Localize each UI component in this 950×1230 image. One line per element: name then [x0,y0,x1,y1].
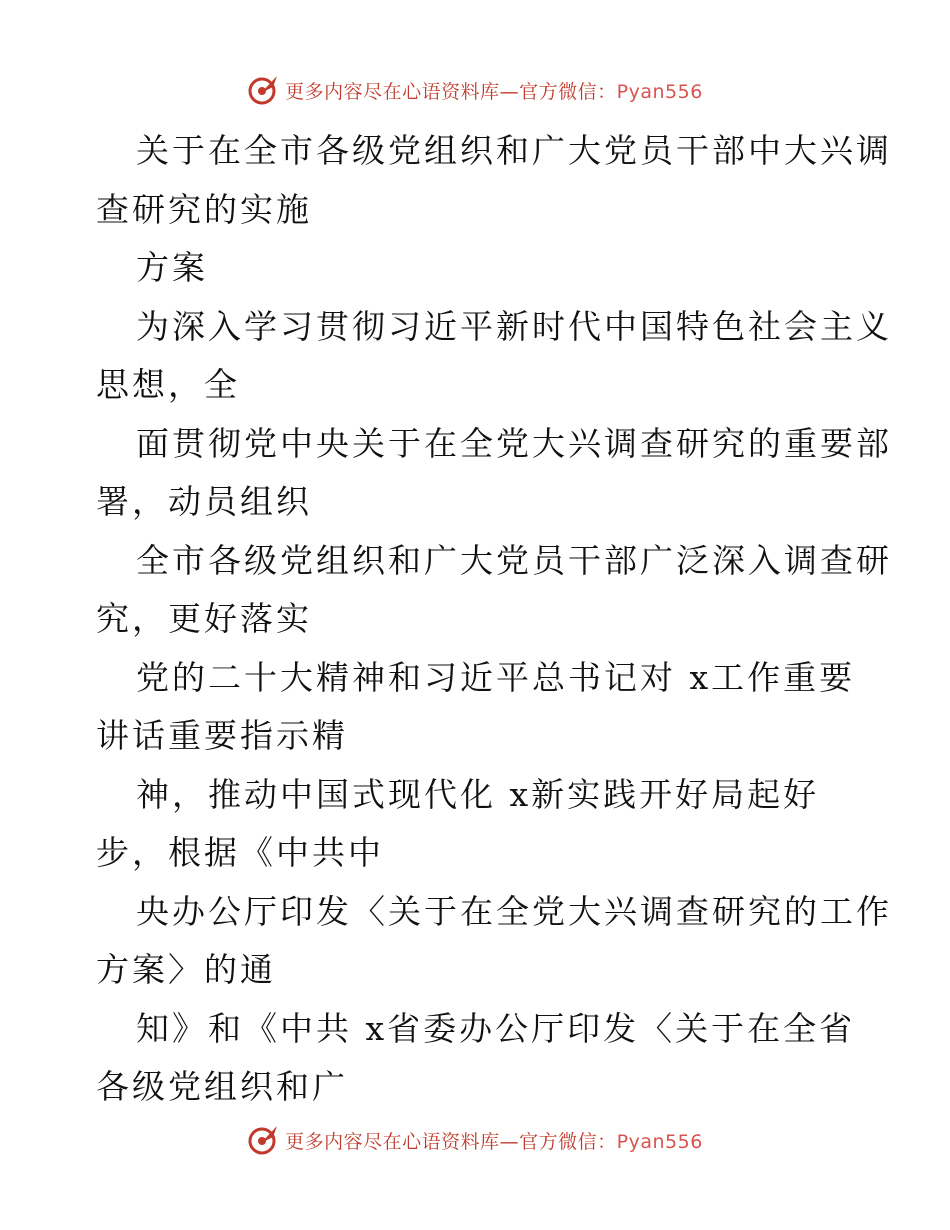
document-body [96,122,892,1117]
footer-watermark [0,1120,950,1160]
quill-logo-icon [247,1123,281,1157]
watermark-text: 更多内容尽在心语资料库—官方微信：Pyan556 [285,80,703,103]
text-line: 知》和《中共 x省委办公厅印发〈关于在全省 [136,1008,856,1048]
text-line: 神，推动中国式现代化 x新实践开好局起好 [136,774,820,814]
wechat-id: Pyan556 [616,80,703,103]
text-line: 署，动员组织 [96,482,312,521]
quill-logo-icon [247,73,281,107]
text-line: 面贯彻党中央关于在全党大兴调查研究的重要部 [136,423,892,463]
wechat-id: Pyan556 [616,1130,703,1153]
watermark-text: 更多内容尽在心语资料库—官方微信：Pyan556 [285,1130,703,1153]
text-line: 全市各级党组织和广大党员干部广泛深入调查研 [136,540,892,580]
header-watermark [0,70,950,110]
text-line: 步，根据《中共中 [96,833,384,872]
text-line: 为深入学习贯彻习近平新时代中国特色社会主义 [136,306,892,346]
text-line: 讲话重要指示精 [96,716,348,755]
text-line: 究，更好落实 [96,599,312,638]
text-line: 党的二十大精神和习近平总书记对 x工作重要 [136,657,856,697]
text-line: 方案 [136,248,208,287]
text-line: 各级党组织和广 [96,1067,348,1106]
text-line: 思想，全 [96,365,240,404]
text-line: 方案〉的通 [96,950,276,989]
text-line: 关于在全市各级党组织和广大党员干部中大兴调 [136,131,892,170]
text-line: 查研究的实施 [96,189,312,229]
text-line: 央办公厅印发〈关于在全党大兴调查研究的工作 [136,891,892,931]
